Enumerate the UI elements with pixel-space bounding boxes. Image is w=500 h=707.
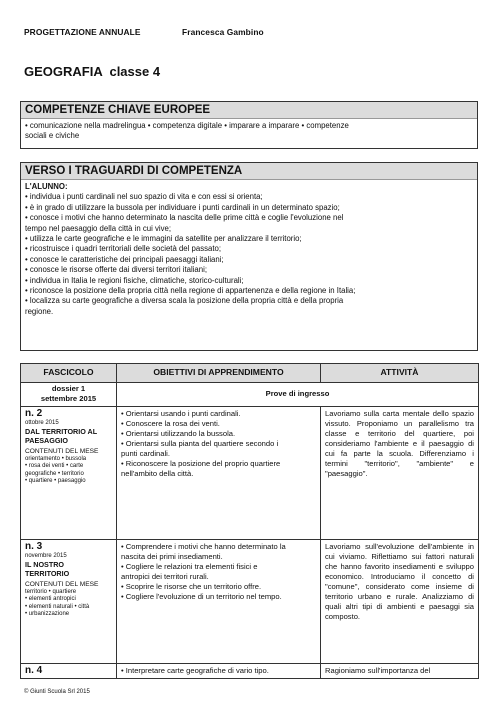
objective-line: • Riconoscere la posizione del proprio quartiere xyxy=(121,459,281,468)
activity-cell: Ragioniamo sull'importanza del xyxy=(321,664,479,679)
objective-line: • Conoscere la rosa dei venti. xyxy=(121,419,220,428)
traguardi-subheading: L'ALUNNO: xyxy=(25,182,68,191)
competenze-line: sociali e civiche xyxy=(25,131,80,141)
competenze-box xyxy=(20,101,478,149)
objectives-cell xyxy=(117,407,321,540)
traguardi-line: • conosce le caratteristiche dei principali paesaggi italiani; xyxy=(25,254,224,264)
issue-date: ottobre 2015 xyxy=(25,420,59,426)
objectives-cell xyxy=(117,664,321,679)
activity-cell: Lavoriamo sull'evoluzione dell'ambiente in cui viviamo. Riflettiamo sui fattori naturali che hanno favorito insediamenti e sviluppo economico. Introduciamo il concetto di "comune", considerato come insieme di territorio urbano e rurale. Analizziamo di quali altri tipi di ambienti e paesaggi sia composto. xyxy=(321,540,479,664)
competenze-line: • comunicazione nella madrelingua • competenza digitale • imparare a imparare • competenze xyxy=(25,121,349,130)
activity-cell: Lavoriamo sulla carta mentale dello spazio vissuto. Proponiamo un parallelismo tra classe e territorio del quartiere, poi consideriamo l'ambiente e il paesaggio di cui fa parte la scuola. Differenziamo i termini "territorio", "ambiente" e "paesaggio". xyxy=(321,407,479,540)
issue-title: IL NOSTRO xyxy=(25,560,65,569)
objective-line: antropici dei territori rurali. xyxy=(121,572,209,581)
column-header: OBIETTIVI DI APPRENDIMENTO xyxy=(117,364,321,383)
contents-item: territorio • quartiere xyxy=(25,589,77,595)
issue-title: TERRITORIO xyxy=(25,569,70,578)
traguardi-line: • individua i punti cardinali nel suo spazio di vita e con essi si orienta; xyxy=(25,192,263,202)
objectives-cell xyxy=(117,540,321,664)
traguardi-line: • è in grado di utilizzare la bussola per individuare i punti cardinali in un determinato spazio; xyxy=(25,202,340,212)
page-title: GEOGRAFIA classe 4 xyxy=(24,64,161,79)
traguardi-line: • ricostruisce i quadri territoriali delle società del passato; xyxy=(25,244,222,254)
objective-line: • Comprendere i motivi che hanno determinato la xyxy=(121,542,286,551)
fascicolo-cell xyxy=(21,540,117,664)
column-header: FASCICOLO xyxy=(21,364,117,383)
dossier-cell xyxy=(21,383,117,407)
planning-table xyxy=(20,363,479,679)
objective-line: nell'ambito della città. xyxy=(121,469,194,478)
table-row xyxy=(21,664,479,679)
objective-line: • Orientarsi utilizzando la bussola. xyxy=(121,429,236,438)
objective-line: • Orientarsi sulla pianta del quartiere secondo i xyxy=(121,439,279,448)
dossier-label: dossier 1 xyxy=(51,384,86,393)
fascicolo-cell xyxy=(21,407,117,540)
traguardi-line: • localizza su carte geografiche a diversa scala la posizione della propria città e della propria xyxy=(25,296,344,306)
contents-item: orientamento • bussola xyxy=(25,456,87,462)
table-row xyxy=(21,383,479,407)
contents-item: • urbanizzazione xyxy=(25,611,70,618)
issue-title: DAL TERRITORIO AL xyxy=(25,427,98,436)
contents-heading: CONTENUTI DEL MESE xyxy=(25,581,99,588)
table-row xyxy=(21,407,479,540)
objective-line: • Orientarsi usando i punti cardinali. xyxy=(121,409,241,418)
traguardi-line: regione. xyxy=(25,306,54,316)
objective-line: • Interpretare carte geografiche di vario tipo. xyxy=(121,666,269,675)
contents-item: geografiche • territorio xyxy=(25,470,84,477)
competenze-heading: COMPETENZE CHIAVE EUROPEE xyxy=(21,102,477,119)
objective-line: • Cogliere l'evoluzione di un territorio nel tempo. xyxy=(121,592,282,601)
project-label: PROGETTAZIONE ANNUALE xyxy=(24,27,141,37)
column-header: ATTIVITÀ xyxy=(321,364,479,383)
contents-item: • elementi antropici xyxy=(25,596,76,603)
competenze-body xyxy=(21,119,477,144)
issue-number: n. 3 xyxy=(25,541,43,552)
dossier-date: settembre 2015 xyxy=(40,394,97,403)
traguardi-line: • conosce le risorse offerte dai diversi territori italiani; xyxy=(25,265,207,275)
table-header-row xyxy=(21,364,479,383)
traguardi-box xyxy=(20,162,478,351)
objective-line: punti cardinali. xyxy=(121,449,170,458)
author-name: Francesca Gambino xyxy=(182,27,264,37)
objective-line: • Cogliere le relazioni tra elementi fisici e xyxy=(121,562,258,571)
issue-number: n. 4 xyxy=(25,665,43,676)
issue-number: n. 2 xyxy=(25,408,43,419)
traguardi-line: • utilizza le carte geografiche e le immagini da satellite per analizzare il territorio; xyxy=(25,234,302,244)
objective-line: • Scoprire le risorse che un territorio offre. xyxy=(121,582,262,591)
contents-item: • elementi naturali • città xyxy=(25,603,90,610)
contents-item: • rosa dei venti • carte xyxy=(25,463,84,470)
traguardi-heading: VERSO I TRAGUARDI DI COMPETENZA xyxy=(21,163,477,180)
fascicolo-cell xyxy=(21,664,117,679)
traguardi-line: • riconosce la posizione della propria città nella regione di appartenenza e della regione in Italia; xyxy=(25,286,356,296)
table-row xyxy=(21,540,479,664)
traguardi-line: • conosce i motivi che hanno determinato la nascita delle prime città e coglie l'evoluzione nel xyxy=(25,213,344,223)
traguardi-line: • individua in Italia le regioni fisiche, climatiche, storico-culturali; xyxy=(25,275,244,285)
issue-date: novembre 2015 xyxy=(25,553,67,559)
prove-cell: Prove di ingresso xyxy=(117,383,479,407)
copyright-footer: © Giunti Scuola Srl 2015 xyxy=(24,689,90,695)
objective-line: nascita dei primi insediamenti. xyxy=(121,552,223,561)
issue-title: PAESAGGIO xyxy=(25,436,68,445)
contents-heading: CONTENUTI DEL MESE xyxy=(25,448,99,455)
traguardi-line: tempo nel paesaggio della città in cui vive; xyxy=(25,223,172,233)
contents-item: • quartiere • paesaggio xyxy=(25,478,86,485)
page-header xyxy=(24,27,264,37)
traguardi-body xyxy=(21,180,477,319)
